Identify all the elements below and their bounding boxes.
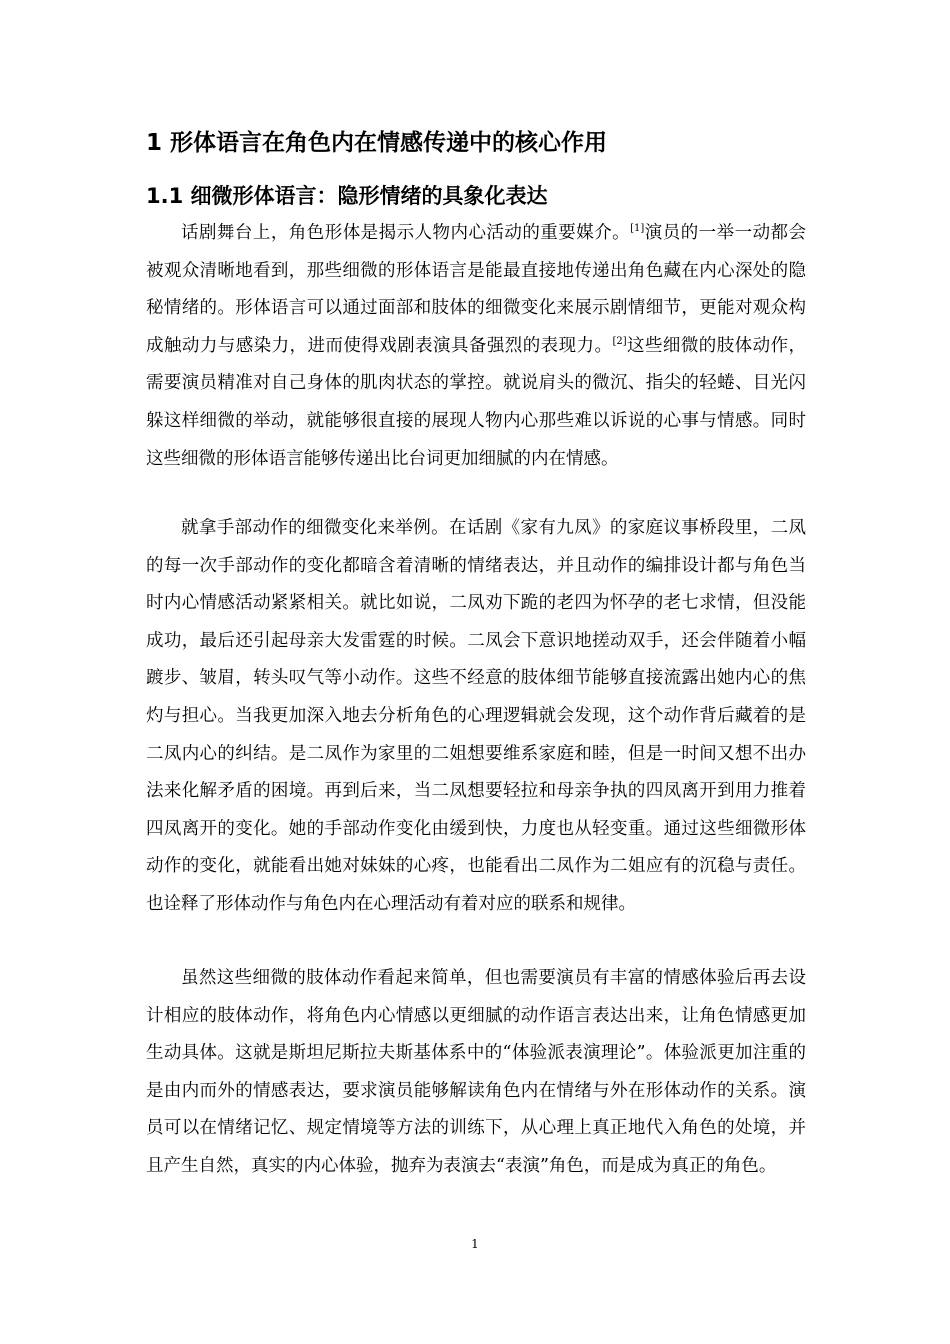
body-paragraph-1: [146, 215, 806, 478]
citation-2: [2]: [612, 335, 627, 347]
paragraph-1-text-b: 演员的一举一动都会被观众清晰地看到，那些细微的形体语言是能最直接地传递出角色藏在内心深处的隐秘情绪的。形体语言可以通过面部和肢体的细微变化来展示剧情细节，更能对观众构成触动力与感染力，进而使得戏剧表演具备强烈的表现力。: [146, 223, 807, 356]
citation-1: [1]: [630, 223, 645, 235]
chapter-heading: 1 形体语言在角色内在情感传递中的核心作用: [146, 130, 608, 156]
paragraph-1-text-a: 话剧舞台上，角色形体是揭示人物内心活动的重要媒介。: [181, 223, 631, 243]
page-number: 1: [471, 1237, 479, 1251]
body-paragraph-2: 就拿手部动作的细微变化来举例。在话剧《家有九凤》的家庭议事桥段里，二凤的每一次手部动作的变化都暗含着清晰的情绪表达，并且动作的编排设计都与角色当时内心情感活动紧紧相关。就比如说，二凤劝下跪的老四为怀孕的老七求情，但没能成功，最后还引起母亲大发雷霆的时候。二凤会下意识地搓动双手，还会伴随着小幅踱步、皱眉，转头叹气等小动作。这些不经意的肢体细节能够直接流露出她内心的焦灼与担心。当我更加深入地去分析角色的心理逻辑就会发现，这个动作背后藏着的是二凤内心的纠结。是二凤作为家里的二姐想要维系家庭和睦，但是一时间又想不出办法来化解矛盾的困境。再到后来，当二凤想要轻拉和母亲争执的四凤离开到用力推着四凤离开的变化。她的手部动作变化由缓到快，力度也从轻变重。通过这些细微形体动作的变化，就能看出她对妹妹的心疼，也能看出二凤作为二姐应有的沉稳与责任。也诠释了形体动作与角色内在心理活动有着对应的联系和规律。: [146, 518, 806, 914]
paragraph-1-text-c: 这些细微的肢体动作，需要演员精准对自己身体的肌肉状态的掌控。就说肩头的微沉、指尖的轻蜷、目光闪躲这样细微的举动，就能够很直接的展现人物内心那些难以诉说的心事与情感。同时这些细微的形体语言能够传递出比台词更加细腻的内在情感。: [146, 335, 807, 469]
body-paragraph-3: 虽然这些细微的肢体动作看起来简单，但也需要演员有丰富的情感体验后再去设计相应的肢体动作，将角色内心情感以更细腻的动作语言表达出来，让角色情感更加生动具体。这就是斯坦尼斯拉夫斯基体系中的“体验派表演理论”。体验派更加注重的是由内而外的情感表达，要求演员能够解读角色内在情绪与外在形体动作的关系。演员可以在情绪记忆、规定情境等方法的训练下，从心理上真正地代入角色的处境，并且产生自然，真实的内心体验，抛弃为表演去“表演”角色，而是成为真正的角色。: [146, 968, 806, 1176]
section-heading: 1.1 细微形体语言：隐形情绪的具象化表达: [146, 184, 548, 208]
